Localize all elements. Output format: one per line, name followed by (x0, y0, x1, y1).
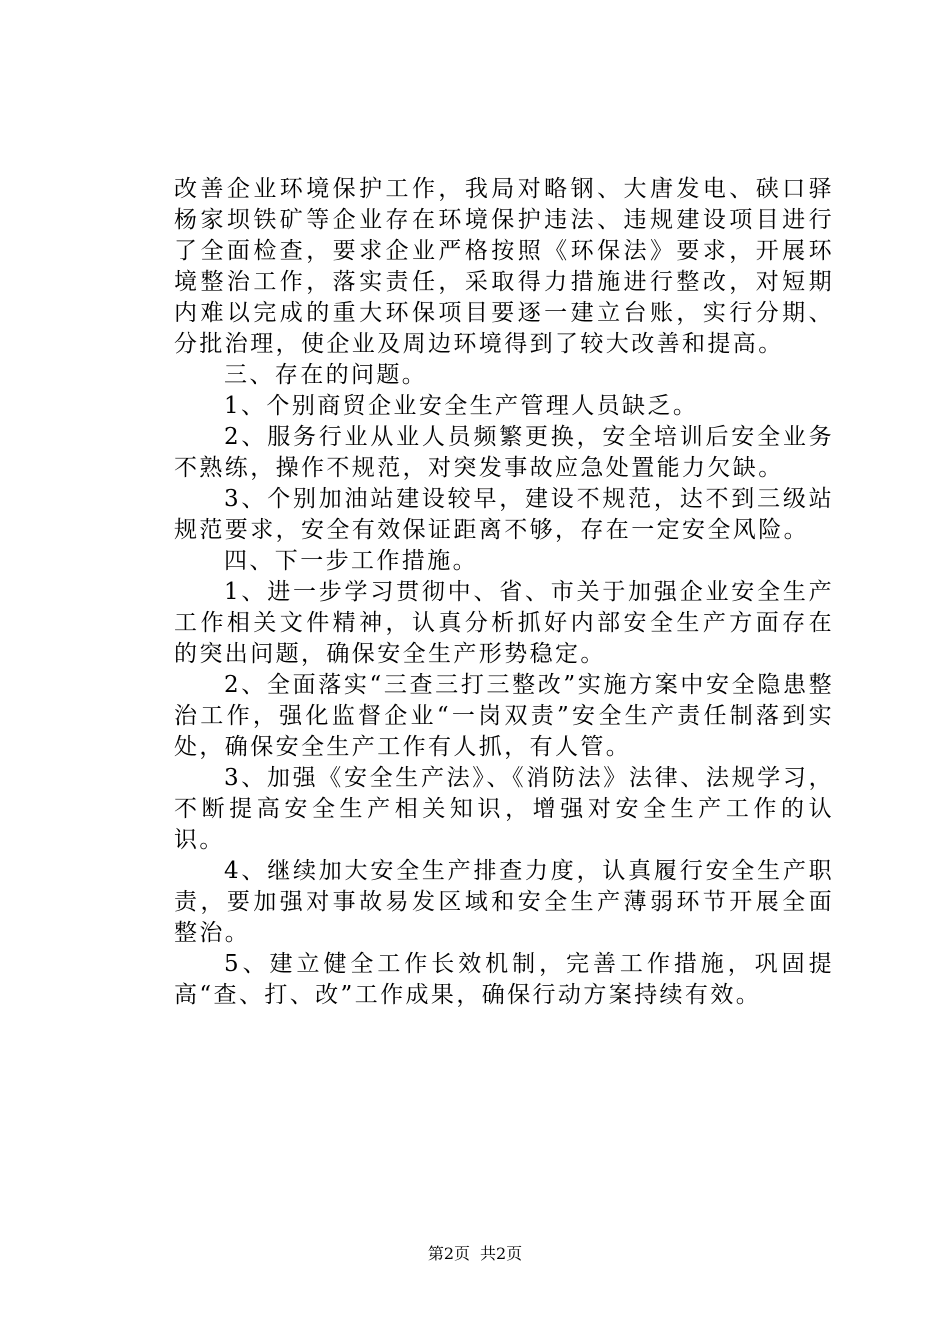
measure-item-3: 3、加强《安全生产法》、《消防法》法律、法规学习，不断提高安全生产相关知识，增强对安全生产工作的认识。 (174, 765, 834, 853)
paragraph-environment-continued: 改善企业环境保护工作，我局对略钢、大唐发电、硖口驿杨家坝铁矿等企业存在环境保护违法、违规建设项目进行了全面检查，要求企业严格按照《环保法》要求，开展环境整治工作，落实责任，采取得力措施进行整改，对短期内难以完成的重大环保项目要逐一建立台账，实行分期、分批治理，使企业及周边环境得到了较大改善和提高。 (174, 176, 834, 357)
problem-item-3: 3、个别加油站建设较早，建设不规范，达不到三级站规范要求，安全有效保证距离不够，存在一定安全风险。 (174, 486, 834, 543)
measure-item-5: 5、建立健全工作长效机制，完善工作措施，巩固提高“查、打、改”工作成果，确保行动方案持续有效。 (174, 951, 834, 1008)
page-footer (0, 1244, 950, 1264)
measure-item-2: 2、全面落实“三查三打三整改”实施方案中安全隐患整治工作，强化监督企业“一岗双责”安全生产责任制落到实处，确保安全生产工作有人抓，有人管。 (174, 672, 834, 760)
problem-item-1: 1、个别商贸企业安全生产管理人员缺乏。 (224, 393, 699, 419)
heading-next-steps: 四、下一步工作措施。 (224, 548, 478, 574)
document-body (174, 174, 834, 1011)
problem-item-2: 2、服务行业从业人员频繁更换，安全培训后安全业务不熟练，操作不规范，对突发事故应急处置能力欠缺。 (174, 424, 834, 481)
page-total: 共2页 (480, 1244, 523, 1263)
page-number: 第2页 (427, 1244, 470, 1263)
measure-item-1: 1、进一步学习贯彻中、省、市关于加强企业安全生产工作相关文件精神，认真分析抓好内部安全生产方面存在的突出问题，确保安全生产形势稳定。 (174, 579, 834, 667)
heading-existing-problems: 三、存在的问题。 (224, 362, 428, 388)
measure-item-4: 4、继续加大安全生产排查力度，认真履行安全生产职责，要加强对事故易发区域和安全生产薄弱环节开展全面整治。 (174, 858, 834, 946)
